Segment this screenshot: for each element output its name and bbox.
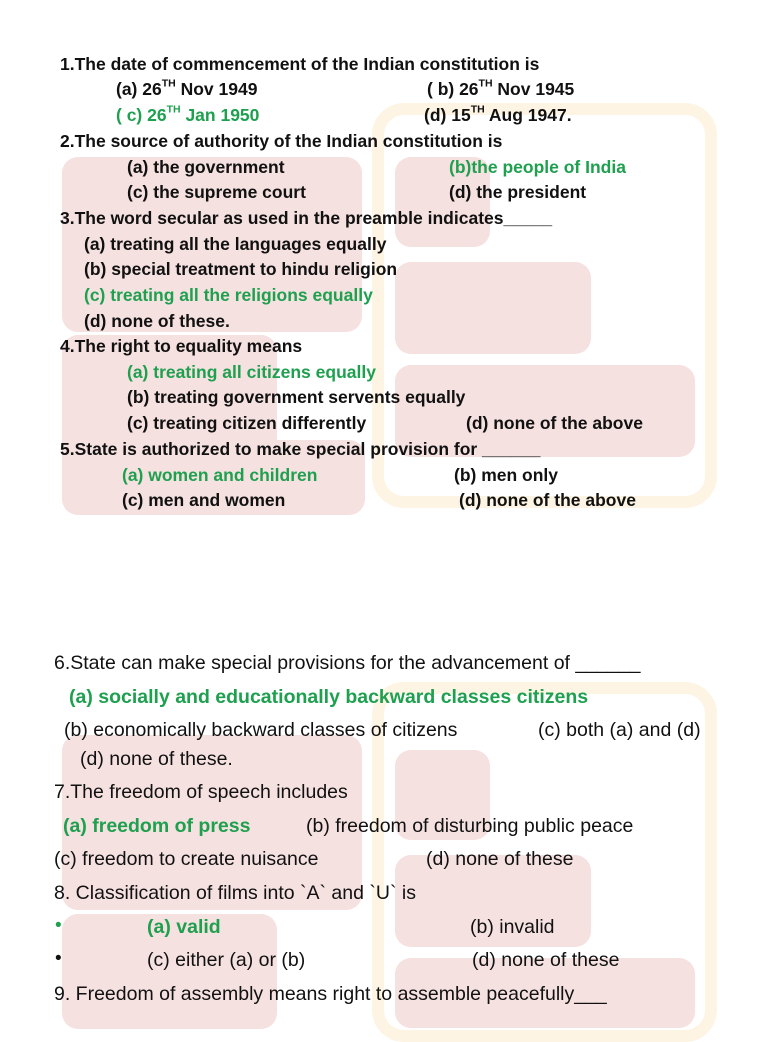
option-4d: (d) none of the above xyxy=(466,413,643,433)
option-5a-correct: (a) women and children xyxy=(122,465,318,485)
bullet-icon: • xyxy=(55,915,62,936)
bullet-icon: • xyxy=(55,948,62,969)
question-6: 6.State can make special provisions for the advancement of ______ xyxy=(54,652,641,674)
option-4a-correct: (a) treating all citizens equally xyxy=(127,362,376,382)
option-2c: (c) the supreme court xyxy=(127,182,306,202)
option-4c: (c) treating citizen differently xyxy=(127,413,367,433)
option-2d: (d) the president xyxy=(449,182,587,202)
question-2: 2.The source of authority of the Indian constitution is xyxy=(60,131,503,151)
option-8a-correct: (a) valid xyxy=(147,916,221,938)
option-8c: (c) either (a) or (b) xyxy=(147,949,306,971)
option-3d: (d) none of these. xyxy=(84,311,230,331)
question-3: 3.The word secular as used in the preamble indicates_____ xyxy=(60,208,553,228)
option-6a-correct: (a) socially and educationally backward classes citizens xyxy=(69,686,589,708)
question-5: 5.State is authorized to make special provision for ______ xyxy=(60,439,541,459)
option-7d: (d) none of these xyxy=(426,848,574,870)
option-8b: (b) invalid xyxy=(470,916,555,938)
option-6c: (c) both (a) and (d) xyxy=(538,719,701,741)
option-7b: (b) freedom of disturbing public peace xyxy=(306,815,634,837)
option-6b: (b) economically backward classes of citizens xyxy=(64,719,458,741)
option-1d: (d) 15TH Aug 1947. xyxy=(424,103,572,125)
option-1a: (a) 26TH Nov 1949 xyxy=(116,77,258,99)
option-5b: (b) men only xyxy=(454,465,559,485)
option-4b: (b) treating government servents equally xyxy=(127,387,466,407)
question-4: 4.The right to equality means xyxy=(60,336,303,356)
question-9: 9. Freedom of assembly means right to assemble peacefully___ xyxy=(54,983,607,1005)
option-3b: (b) special treatment to hindu religion xyxy=(84,259,398,279)
option-2a: (a) the government xyxy=(127,157,285,177)
quiz-slide-2 xyxy=(0,600,768,1024)
option-3a: (a) treating all the languages equally xyxy=(84,234,387,254)
option-7c: (c) freedom to create nuisance xyxy=(54,848,319,870)
option-1b: ( b) 26TH Nov 1945 xyxy=(427,77,575,99)
option-5c: (c) men and women xyxy=(122,490,286,510)
option-7a-correct: (a) freedom of press xyxy=(63,815,251,837)
option-5d: (d) none of the above xyxy=(459,490,636,510)
option-8d: (d) none of these xyxy=(472,949,620,971)
option-3c-correct: (c) treating all the religions equally xyxy=(84,285,373,305)
quiz-slide-1 xyxy=(0,0,768,520)
option-6d: (d) none of these. xyxy=(80,748,233,770)
option-2b-correct: (b)the people of India xyxy=(449,157,626,177)
question-7: 7.The freedom of speech includes xyxy=(54,781,348,803)
question-1: 1.The date of commencement of the Indian constitution is xyxy=(60,54,540,74)
option-1c-correct: ( c) 26TH Jan 1950 xyxy=(116,103,260,125)
question-8: 8. Classification of films into `A` and `U` is xyxy=(54,882,416,904)
